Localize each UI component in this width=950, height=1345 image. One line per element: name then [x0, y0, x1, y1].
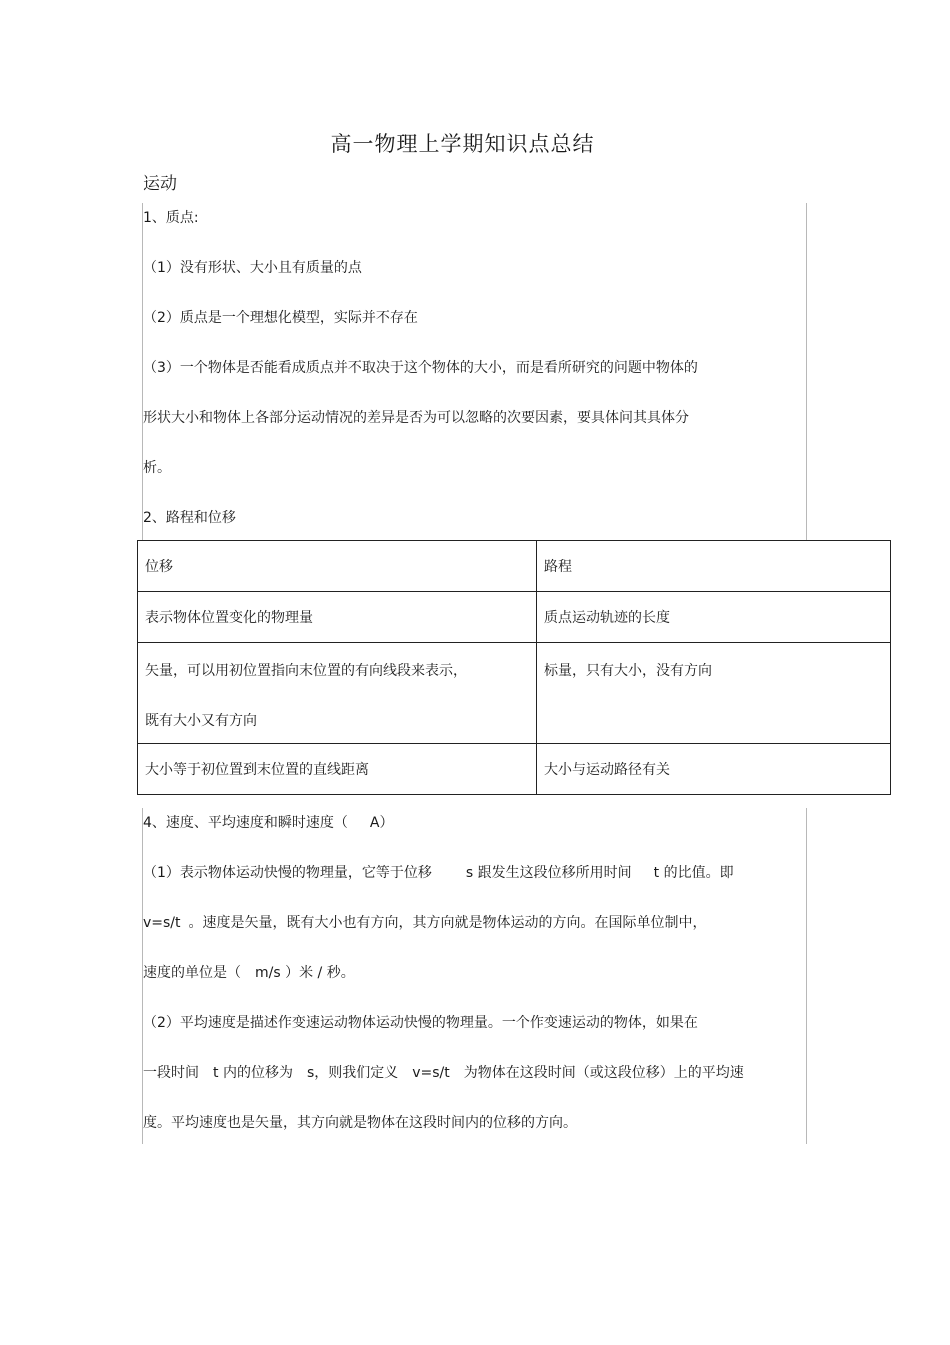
- item1-heading: 1、质点:: [143, 210, 199, 226]
- item4-point1-line2: v=s/t 。速度是矢量，既有大小也有方向，其方向就是物体运动的方向。在国际单位制中，: [143, 915, 707, 931]
- right-frame-line-bottom: [806, 808, 807, 1144]
- item1-point3-line1: （3）一个物体是否能看成质点并不取决于这个物体的大小，而是看所研究的问题中物体的: [143, 360, 698, 376]
- item2-heading: 2、路程和位移: [143, 510, 236, 526]
- table-header-cell: 位移: [138, 541, 537, 592]
- item1-point1: （1）没有形状、大小且有质量的点: [143, 260, 362, 276]
- table-cell: [138, 643, 537, 744]
- item4-point1-line3: 速度的单位是（ m/s ）米 / 秒。: [143, 965, 355, 981]
- table-cell: [537, 643, 891, 744]
- table-cell-line: 既有大小又有方向: [145, 713, 257, 729]
- item4-point2-line3: 度。平均速度也是矢量，其方向就是物体在这段时间内的位移的方向。: [143, 1115, 577, 1131]
- item1-point3-line2: 形状大小和物体上各部分运动情况的差异是否为可以忽略的次要因素，要具体问其具体分: [143, 410, 689, 426]
- section-heading: 运动: [143, 174, 177, 194]
- table-header-row: [138, 541, 891, 592]
- table-cell: 质点运动轨迹的长度: [537, 592, 891, 643]
- right-frame-line-top: [806, 203, 807, 540]
- table-cell: 表示物体位置变化的物理量: [138, 592, 537, 643]
- page-title: 高一物理上学期知识点总结: [330, 132, 595, 156]
- item1-point3-line3: 析。: [143, 460, 171, 476]
- table-cell: 大小与运动路径有关: [537, 744, 891, 795]
- item1-point2: （2）质点是一个理想化模型，实际并不存在: [143, 310, 418, 326]
- table-header-cell: 路程: [537, 541, 891, 592]
- item4-point2-line1: （2）平均速度是描述作变速运动物体运动快慢的物理量。一个作变速运动的物体，如果在: [143, 1015, 698, 1031]
- table-row: [138, 592, 891, 643]
- table-row: [138, 643, 891, 744]
- table-row: [138, 744, 891, 795]
- item4-heading: 4、速度、平均速度和瞬时速度（ A）: [143, 815, 394, 831]
- item4-point1-line1: （1）表示物体运动快慢的物理量，它等于位移 s 跟发生这段位移所用时间 t 的比值。即: [143, 865, 734, 881]
- table-cell-line: 标量，只有大小，没有方向: [544, 663, 712, 679]
- displacement-distance-table: [137, 540, 891, 795]
- table-cell-line: 矢量，可以用初位置指向末位置的有向线段来表示，: [145, 663, 467, 679]
- table-cell: 大小等于初位置到末位置的直线距离: [138, 744, 537, 795]
- item4-point2-line2: 一段时间 t 内的位移为 s，则我们定义 v=s/t 为物体在这段时间（或这段位移）上的平均速: [143, 1065, 744, 1081]
